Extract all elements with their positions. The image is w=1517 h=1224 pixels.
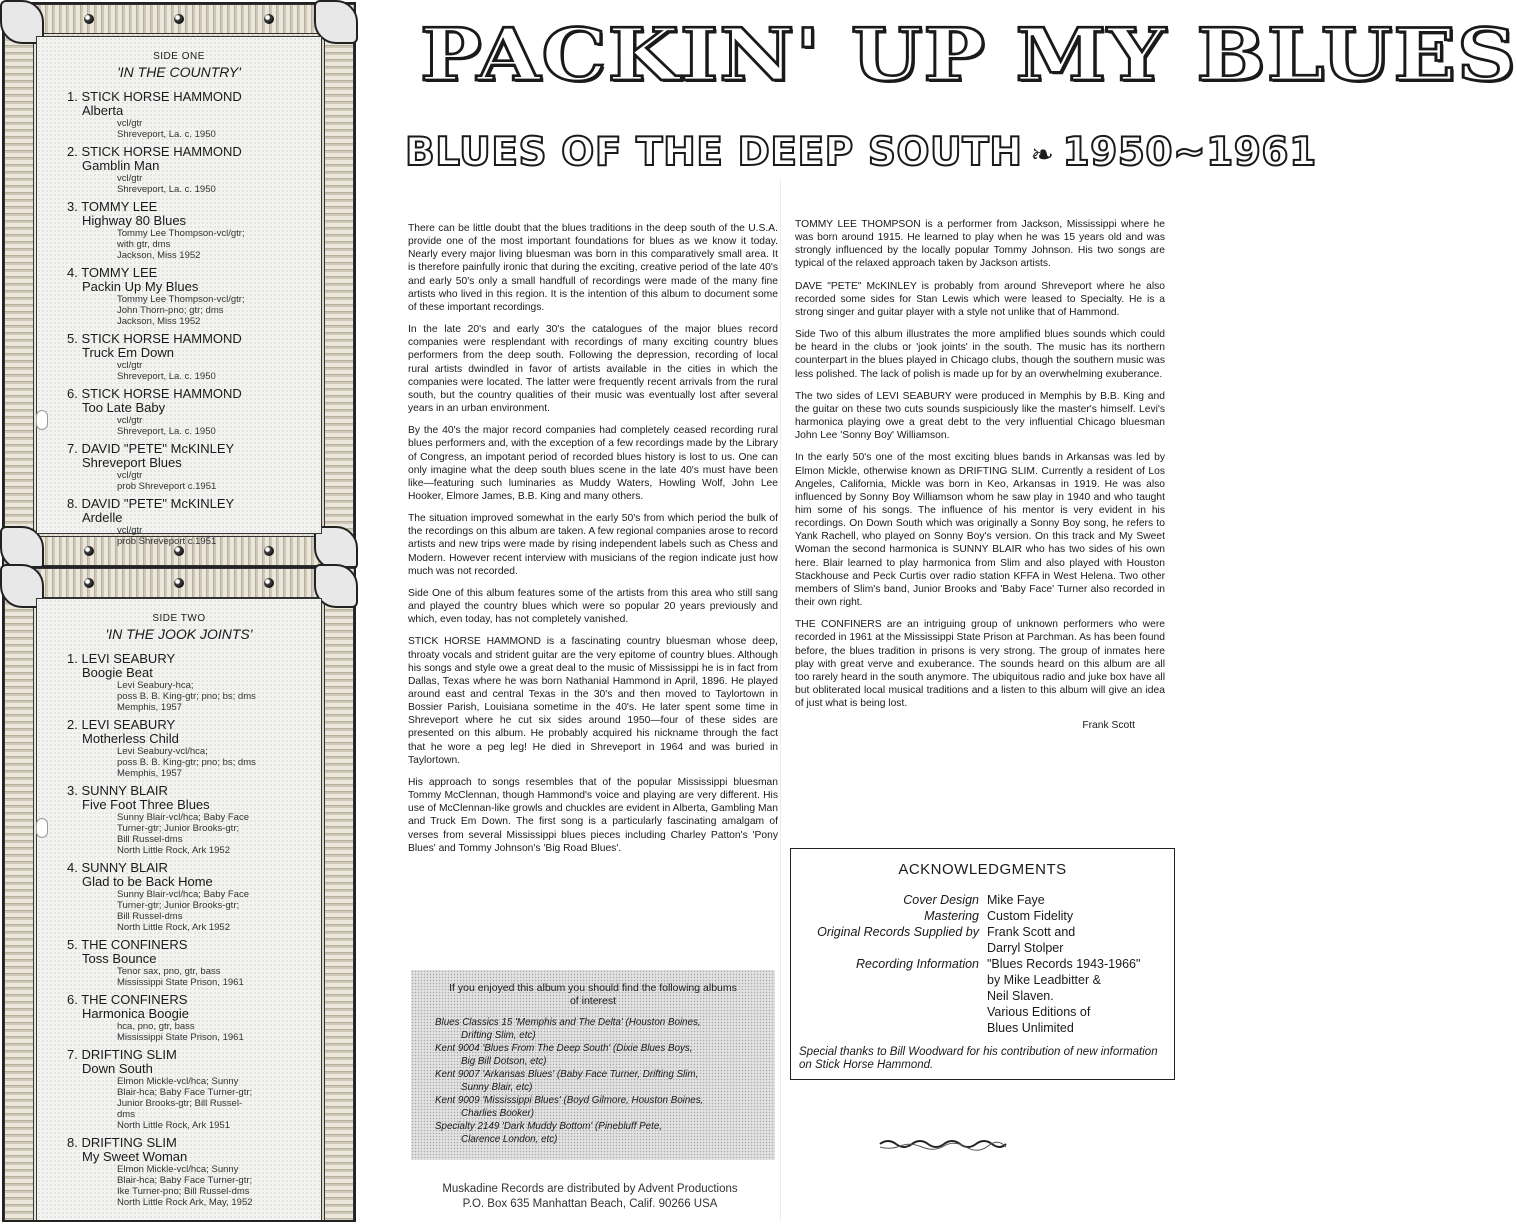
track-song-title: Down South [82,1061,153,1076]
liner-paragraph: In the late 20's and early 30's the catalogues of the major blues record companies were resplendant with recordings of many exciting country blues performers from the deep south. Following the depression, recording of local rural artists dwindled in favor of artists available in the cities in which the companies were located. The latter were frequently recent arrivals from the rural south, but the country qualities of their music was eventually lost after several years in an urban environment. [408,324,778,415]
track-personnel: Tenor sax, pno, gtr, bass [117,966,221,977]
track-song-title: My Sweet Woman [82,1149,188,1164]
track-song-title: Alberta [82,103,124,118]
decorative-squiggle-icon [878,1136,1008,1152]
liner-paragraph: His approach to songs resembles that of the popular Mississippi bluesman Tommy McClennan, though Hammond's voice and playing are very different. His use of McClennan-like growls and chuckles are evident in Alberta, Gambling Man and Truck Em Down. The first song is a particularly fascinating amalgam of verses from several Mississippi blues pieces including Charley Patton's 'Pony Blues' and Tommy Johnson's 'Big Road Blues'. [408,776,778,854]
track-personnel: Levi Seabury-vcl/hca; [117,746,208,757]
bolt-icon [174,14,184,24]
related-album-artists: Charlies Booker) [461,1108,534,1119]
track-artist: 4. TOMMY LEE [67,265,158,280]
track-artist: 1. LEVI SEABURY [67,651,176,666]
track-personnel: Blair-hca; Baby Face Turner-gtr; [117,1087,253,1098]
track-song-title: Motherless Child [82,731,179,746]
punch-hole [36,410,48,430]
acknowledgment-row [799,988,1166,1004]
track-song-title: Gamblin Man [82,158,160,173]
bolt-icon [264,578,274,588]
track-entry [37,1048,321,1131]
side-one-heading: SIDE ONE [153,51,205,62]
wood-plank-left [4,4,34,566]
track-personnel: Mississippi State Prison, 1961 [117,1032,244,1043]
track-artist: 3. TOMMY LEE [67,199,158,214]
acknowledgment-label: Recording Information [856,957,979,971]
bolt-icon [174,546,184,556]
track-personnel: Sunny Blair-vcl/hca; Baby Face [117,812,250,823]
track-entry [37,332,321,382]
bolt-icon [84,14,94,24]
related-albums-list [425,1016,761,1146]
track-entry [37,497,321,547]
track-personnel: Jackson, Miss 1952 [117,250,201,261]
track-entry [37,718,321,779]
track-entry [37,145,321,195]
track-artist: 7. DAVID "PETE" McKINLEY [67,441,235,456]
track-artist: 8. DAVID "PETE" McKINLEY [67,496,235,511]
track-personnel: North Little Rock, Ark 1952 [117,922,230,933]
acknowledgments-title: ACKNOWLEDGMENTS [898,861,1067,878]
track-personnel: Shreveport, La. c. 1950 [117,129,216,140]
side-two-panel [36,598,322,1220]
acknowledgment-row [799,1004,1166,1020]
acknowledgment-label [799,940,987,956]
track-personnel: with gtr, dms [117,239,171,250]
track-personnel: poss B. B. King-gtr; pno; bs; dms [117,757,256,768]
wood-plank-left [4,568,34,1220]
side-two-subtitle: 'IN THE JOOK JOINTS' [105,626,253,642]
track-personnel: Mississippi State Prison, 1961 [117,977,244,988]
track-song-title: Ardelle [82,510,123,525]
track-song-title: Harmonica Boogie [82,1006,189,1021]
acknowledgment-label: Cover Design [903,893,979,907]
related-album-title: Kent 9009 'Mississippi Blues' (Boyd Gilmore, Houston Boines, [435,1095,704,1106]
track-artist: 6. THE CONFINERS [67,992,188,1007]
punch-hole [36,818,48,838]
bolt-icon [84,546,94,556]
side-one-track-list [37,90,321,547]
track-artist: 7. DRIFTING SLIM [67,1047,177,1062]
track-song-title: Shreveport Blues [82,455,182,470]
liner-paragraph: THE CONFINERS are an intriguing group of unknown performers who were recorded in 1961 at the Mississippi State Prison at Parchman. As has been found before, the blues tradition in prisons is very strong. The group of inmates here play with great verve and exuberance. The sounds heard on this album are all too rarely heard in the south anymore. The ubiquitous radio and juke box have all but obliterated local musical traditions and a listen to this album will give an idea of just what is being lost. [795,619,1165,710]
album-years: 1950~1961 [1062,130,1317,175]
acknowledgment-value: Neil Slaven. [987,989,1054,1003]
acknowledgment-row [799,924,1166,940]
track-entry [37,387,321,437]
track-personnel: dms [117,1109,135,1120]
related-album-item [425,1094,761,1120]
related-albums-box [411,970,775,1160]
liner-paragraph: The two sides of LEVI SEABURY were produced in Memphis by B.B. King and the guitar on these two cuts sounds suspiciously like the master's himself. Levi's harmonica playing owe a great debt to the very influential Chicago bluesman John Lee 'Sonny Boy' Williamson. [795,390,1165,442]
track-artist: 3. SUNNY BLAIR [67,783,168,798]
related-album-item [425,1042,761,1068]
bolt-icon [264,546,274,556]
related-album-item [425,1068,761,1094]
track-personnel: vcl/gtr [117,118,143,129]
liner-notes-right-paragraphs [795,218,1165,710]
acknowledgment-label: Mastering [924,909,979,923]
acknowledgment-value: Mike Faye [987,893,1045,907]
acknowledgment-value: Custom Fidelity [987,909,1074,923]
track-personnel: Elmon Mickle-vcl/hca; Sunny [117,1076,239,1087]
track-artist: 5. STICK HORSE HAMMOND [67,331,242,346]
track-song-title: Boogie Beat [82,665,153,680]
related-albums-heading: If you enjoyed this album you should find the following albums of interest [449,982,737,1007]
side-two-frame [2,566,356,1222]
fold-line [780,180,781,1220]
track-personnel: North Little Rock, Ark 1952 [117,845,230,856]
track-personnel: Blair-hca; Baby Face Turner-gtr; [117,1175,253,1186]
related-album-title: Kent 9007 'Arkansas Blues' (Baby Face Turner, Drifting Slim, [435,1069,699,1080]
distributor-info [400,1182,780,1212]
track-personnel: vcl/gtr [117,415,143,426]
related-album-title: Blues Classics 15 'Memphis and The Delta' (Houston Boines, [435,1017,701,1028]
track-entry [37,861,321,933]
acknowledgment-row [799,956,1166,972]
track-personnel: Turner-gtr; Junior Brooks-gtr; [117,900,240,911]
track-personnel: vcl/gtr [117,173,143,184]
side-one-frame [2,2,356,568]
track-personnel: Sunny Blair-vcl/hca; Baby Face [117,889,250,900]
track-personnel: Tommy Lee Thompson-vcl/gtr; [117,228,245,239]
related-album-artists: Clarence London, etc) [461,1134,558,1145]
track-personnel: Turner-gtr; Junior Brooks-gtr; [117,823,240,834]
side-one-subtitle: 'IN THE COUNTRY' [117,64,241,80]
liner-paragraph: STICK HORSE HAMMOND is a fascinating country bluesman whose deep, throaty vocals and strident guitar are the very epitome of country blues. Although his songs and style owe a great deal to the music of Mississippi he is in fact from Dallas, Texas where he was born Nathanial Hammond in April, 1896. He played around east and central Texas in the 30's and then moved to Taylortown in Bossier Parish, Louisiana sometime in the 40's. He later spent some time in Shreveport where he cut six sides around 1950—four of these sides are presented on this album. He probably acquired his nickname through the fact that he wore a peg leg! He died in Shreveport in 1964 and was buried in Taylortown. [408,636,778,766]
liner-paragraph: TOMMY LEE THOMPSON is a performer from Jackson, Mississippi where he was born around 1915. He learned to play when he was 15 years old and was strongly influenced by the locally popular Tommy Johnson. His two songs are typical of the relaxed approach taken by Jackson artists. [795,219,1165,270]
acknowledgments-thanks: Special thanks to Bill Woodward for his contribution of new information on Stick Horse Hammond. [799,1046,1158,1071]
track-personnel: Bill Russel-dms [117,911,183,922]
acknowledgment-row [799,940,1166,956]
track-personnel: Levi Seabury-hca; [117,680,194,691]
distributor-line: Muskadine Records are distributed by Advent Productions [442,1183,738,1195]
track-artist: 6. STICK HORSE HAMMOND [67,386,242,401]
track-personnel: vcl/gtr [117,360,143,371]
liner-paragraph: DAVE "PETE" McKINLEY is probably from around Shreveport where he also recorded some sides for Stan Lewis which were leased to Specialty. He is a strong singer and guitar player with a style not unlike that of Hammond. [795,280,1165,318]
related-album-artists: Drifting Slim, etc) [461,1030,536,1041]
album-title: PACKIN' UP MY BLUES [420,13,1517,98]
liner-paragraph: Side One of this album features some of the artists from this area who still sang and played the country blues which were so popular 20 years previously and which, even today, has not completely vanished. [408,587,778,626]
track-personnel: prob Shreveport c.1951 [117,481,217,492]
track-personnel: North Little Rock, Ark 1951 [117,1120,230,1131]
track-entry [37,200,321,261]
track-artist: 8. DRIFTING SLIM [67,1135,177,1150]
track-personnel: poss B. B. King-gtr; pno; bs; dms [117,691,256,702]
acknowledgments-box [790,848,1175,1080]
acknowledgments-list [799,892,1166,1036]
acknowledgment-value: by Mike Leadbitter & [987,973,1101,987]
author-signature: Frank Scott [1082,720,1135,732]
track-entry [37,90,321,140]
wood-plank-right [324,568,354,1220]
track-entry [37,993,321,1043]
track-personnel: Elmon Mickle-vcl/hca; Sunny [117,1164,239,1175]
wood-plank-right [324,4,354,566]
liner-notes-right-column [795,218,1165,741]
acknowledgment-label [799,972,987,988]
track-personnel: North Little Rock Ark, May, 1952 [117,1197,253,1208]
track-song-title: Too Late Baby [82,400,166,415]
side-two-track-list [37,652,321,1208]
track-song-title: Glad to be Back Home [82,874,213,889]
liner-paragraph: There can be little doubt that the blues traditions in the deep south of the U.S.A. provide one of the most important foundations for blues as we know it today. Nearly every major living bluesman was born in this comparatively small area. It is therefore painfully ironic that during the exciting, creative period of the late 40's and early 50's only a small handfull of recordings were made of the many fine artists who lived in this region. It is the intention of this album to document some of these important recordings. [408,223,778,313]
side-two-heading: SIDE TWO [152,613,206,624]
liner-notes-left-column [408,222,778,864]
track-artist: 5. THE CONFINERS [67,937,188,952]
liner-paragraph: Side Two of this album illustrates the more amplified blues sounds which could be heard in the clubs or 'jook joints' in the south. The music has its northern counterpart in the blues played in Chicago clubs, though the southern music was less polished. The lack of polish is made up for by an overwhelming exuberance. [795,329,1165,380]
track-song-title: Highway 80 Blues [82,213,187,228]
acknowledgment-label [799,1020,987,1036]
track-personnel: Junior Brooks-gtr; Bill Russel- [117,1098,243,1109]
acknowledgment-row [799,972,1166,988]
track-personnel: prob Shreveport c.1951 [117,536,217,547]
distributor-address: P.O. Box 635 Manhattan Beach, Calif. 90266 USA [462,1198,718,1210]
track-personnel: Shreveport, La. c. 1950 [117,184,216,195]
track-personnel: John Thorn-pno; gtr; dms [117,305,224,316]
track-entry [37,266,321,327]
acknowledgment-value: Frank Scott and [987,925,1076,939]
track-personnel: Tommy Lee Thompson-vcl/gtr; [117,294,245,305]
track-song-title: Packin Up My Blues [82,279,199,294]
track-listing-panel [0,0,360,1224]
liner-paragraph: By the 40's the major record companies had completely ceased recording rural blues performers and, with the exception of a few recordings made by the Library of Congress, an impotant period of recorded blues history is lost to us. One can only imagine what the deep south blues scene in the late 40's must have been like—featuring such luminaries as Muddy Waters, Howling Wolf, John Lee Hooker, Elmore James, B.B. King and many others. [408,425,778,502]
related-album-title: Kent 9004 'Blues From The Deep South' (Dixie Blues Boys, [435,1043,693,1054]
track-personnel: Shreveport, La. c. 1950 [117,426,216,437]
track-personnel: Memphis, 1957 [117,768,182,779]
track-personnel: vcl/gtr [117,470,143,481]
related-album-item [425,1016,761,1042]
acknowledgment-label [799,1004,987,1020]
track-personnel: Memphis, 1957 [117,702,182,713]
track-personnel: Bill Russel-dms [117,834,183,845]
track-artist: 2. STICK HORSE HAMMOND [67,144,242,159]
track-entry [37,1136,321,1208]
track-song-title: Toss Bounce [82,951,157,966]
acknowledgment-value: Blues Unlimited [987,1021,1074,1035]
track-song-title: Truck Em Down [82,345,174,360]
related-album-artists: Sunny Blair, etc) [461,1082,533,1093]
ornament-icon: ❧ [1030,137,1055,171]
track-personnel: hca, pno, gtr, bass [117,1021,195,1032]
side-one-panel [36,36,322,547]
acknowledgment-value: Various Editions of [987,1005,1091,1019]
bolt-icon [84,578,94,588]
acknowledgment-label [799,988,987,1004]
acknowledgment-label: Original Records Supplied by [817,925,979,939]
track-personnel: Shreveport, La. c. 1950 [117,371,216,382]
track-entry [37,652,321,713]
related-album-item [425,1120,761,1146]
acknowledgment-row [799,892,1166,908]
track-song-title: Five Foot Three Blues [82,797,210,812]
bolt-icon [174,578,184,588]
acknowledgment-value: Darryl Stolper [987,941,1064,955]
track-personnel: Jackson, Miss 1952 [117,316,201,327]
track-personnel: vcl/gtr [117,525,143,536]
track-entry [37,442,321,492]
acknowledgment-value: "Blues Records 1943-1966" [987,957,1141,971]
liner-paragraph: In the early 50's one of the most exciting blues bands in Arkansas was led by Elmon Mickle, otherwise known as DRIFTING SLIM. Currently a resident of Los Angeles, California, Mickle was born in Keo, Arkansas in 1919. He was also influenced by Sonny Boy Williamson whom he saw play in 1940 and who taught him some of his songs. The influence of his mentor is very evident in his recordings. On Down South which was originally a Sonny Boy song, he refers to Yank Rachell, who played on Sonny Boy's version. On this track and My Sweet Woman the second harmonica is SUNNY BLAIR who has two sides of his own here. Blair learned to play harmonica from Slim and also played with Houston Stackhouse and Peck Curtis over radio station KFFA in West Helena. Two other members of Slim's band, Junior Brooks and 'Baby Face' Turner also recorded in their own right. [795,452,1165,609]
related-album-artists: Big Bill Dotson, etc) [461,1056,547,1067]
track-entry [37,938,321,988]
track-artist: 1. STICK HORSE HAMMOND [67,89,242,104]
acknowledgment-row [799,908,1166,924]
bolt-icon [264,14,274,24]
album-subtitle: BLUES OF THE DEEP SOUTH [405,130,1023,175]
related-album-title: Specialty 2149 'Dark Muddy Bottom' (Pinebluff Pete, [435,1121,663,1132]
track-personnel: Ike Turner-pno; Bill Russel-dms [117,1186,250,1197]
track-artist: 2. LEVI SEABURY [67,717,176,732]
liner-paragraph: The situation improved somewhat in the early 50's from which period the bulk of the recordings on this album are taken. A few regional companies arose to record artists and new trips were made by rising independent labels such as Chess and Modern. However recent interview with musicians of the region indicate just how much was not recorded. [408,513,778,577]
track-entry [37,784,321,856]
track-artist: 4. SUNNY BLAIR [67,860,168,875]
album-subtitle-row [405,128,1317,178]
acknowledgment-row [799,1020,1166,1036]
